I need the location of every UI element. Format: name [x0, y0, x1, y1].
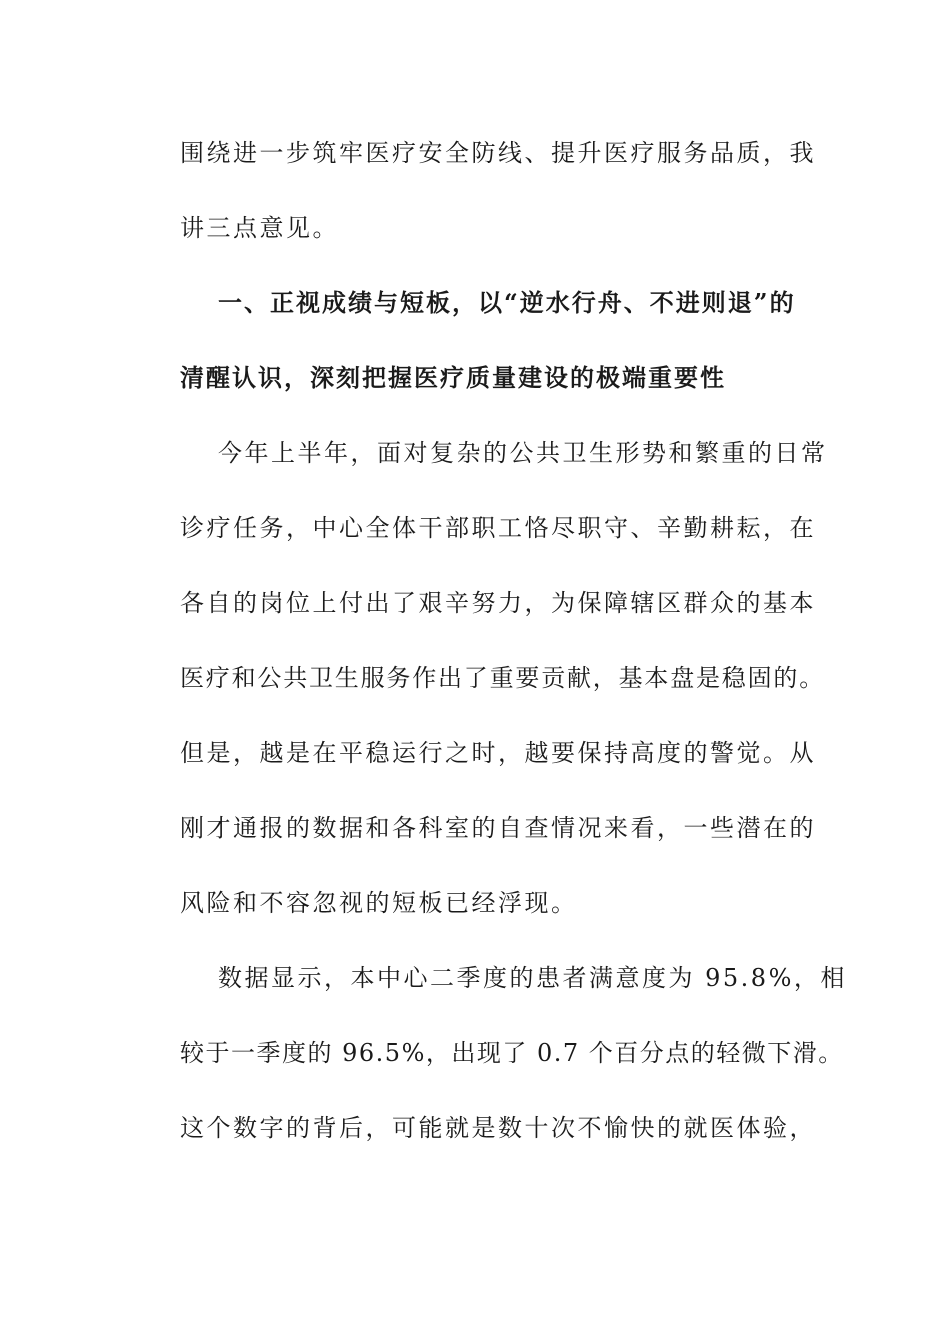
body-text-line: 数据显示，本中心二季度的患者满意度为 95.8%，相	[218, 964, 847, 992]
body-text-line: 讲三点意见。	[180, 214, 339, 242]
body-text-line: 较于一季度的 96.5%，出现了 0.7 个百分点的轻微下滑。	[180, 1039, 844, 1067]
body-text-line: 今年上半年，面对复杂的公共卫生形势和繁重的日常	[218, 439, 828, 467]
section-heading-line: 清醒认识，深刻把握医疗质量建设的极端重要性	[180, 363, 726, 392]
body-text-line: 这个数字的背后，可能就是数十次不愉快的就医体验，	[180, 1114, 816, 1142]
body-text-line: 但是，越是在平稳运行之时，越要保持高度的警觉。从	[180, 739, 816, 767]
body-text-line: 诊疗任务，中心全体干部职工恪尽职守、辛勤耕耘，在	[180, 514, 816, 542]
body-text-line: 围绕进一步筑牢医疗安全防线、提升医疗服务品质，我	[180, 139, 816, 167]
body-text-line: 各自的岗位上付出了艰辛努力，为保障辖区群众的基本	[180, 589, 816, 617]
body-text-line: 风险和不容忽视的短板已经浮现。	[180, 889, 578, 917]
body-text-line: 刚才通报的数据和各科室的自查情况来看，一些潜在的	[180, 814, 816, 842]
body-text-line: 医疗和公共卫生服务作出了重要贡献，基本盘是稳固的。	[180, 664, 825, 692]
section-heading-line: 一、正视成绩与短板，以“逆水行舟、不进则退”的	[218, 288, 796, 317]
